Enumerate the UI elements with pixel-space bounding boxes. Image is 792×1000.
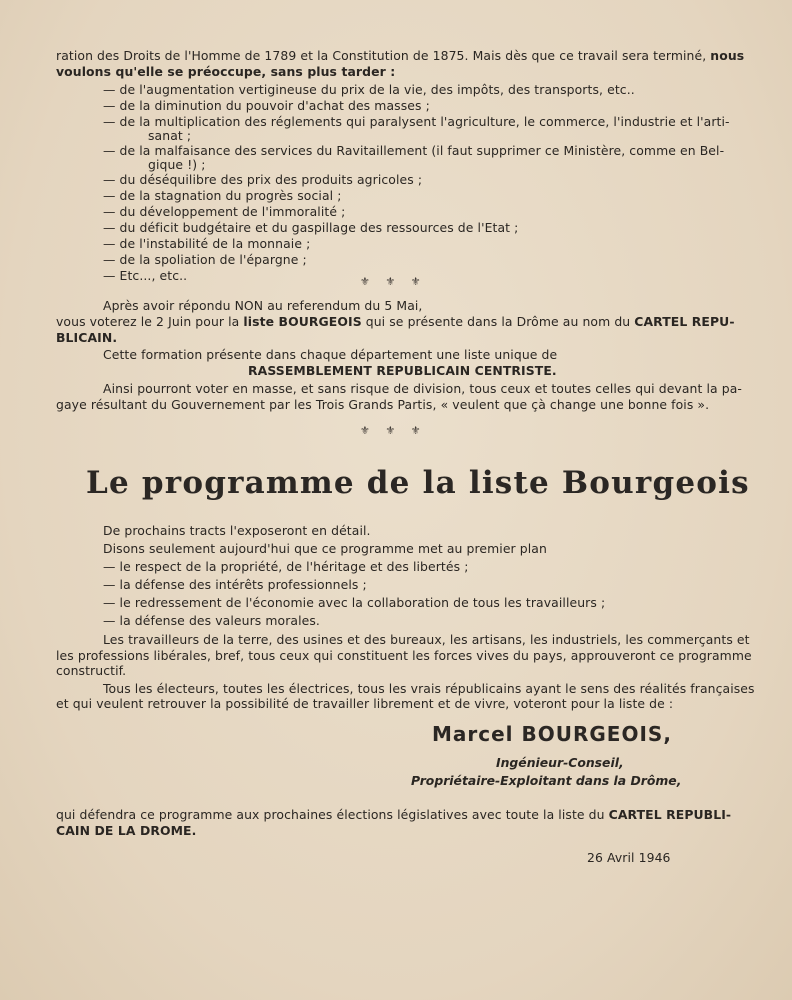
list-item: — de l'augmentation vertigineuse du prix de la vie, des impôts, des transports, etc.. bbox=[103, 82, 635, 97]
list-item: — de la spoliation de l'épargne ; bbox=[103, 252, 307, 267]
list-item: — Etc..., etc.. bbox=[103, 268, 188, 283]
vote-line-4: Cette formation présente dans chaque département une liste unique de bbox=[103, 347, 558, 362]
intro-line-1: ration des Droits de l'Homme de 1789 et la Constitution de 1875. Mais dès que ce travail sera terminé, nous bbox=[56, 48, 745, 63]
document-date: 26 Avril 1946 bbox=[587, 850, 671, 865]
program-paragraph-line: constructif. bbox=[56, 663, 127, 678]
closing-line-2: CAIN DE LA DROME. bbox=[56, 823, 197, 838]
program-paragraph-line: Les travailleurs de la terre, des usines et des bureaux, les artisans, les industriels, les commerçants et bbox=[103, 632, 750, 647]
candidate-title-1: Ingénieur-Conseil, bbox=[496, 755, 624, 770]
program-line-1: De prochains tracts l'exposeront en détail. bbox=[103, 523, 371, 538]
list-item: — le redressement de l'économie avec la collaboration de tous les travailleurs ; bbox=[103, 595, 606, 610]
program-paragraph-line: et qui veulent retrouver la possibilité de travailler librement et de vivre, voteront pour la liste de : bbox=[56, 696, 674, 711]
list-item: — du développement de l'immoralité ; bbox=[103, 204, 346, 219]
ornament-separator: ⚜ ⚜ ⚜ bbox=[360, 424, 427, 437]
vote-line-6: Ainsi pourront voter en masse, et sans risque de division, tous ceux et toutes celles qui devant la pa- bbox=[103, 381, 742, 396]
candidate-title-2: Propriétaire-Exploitant dans la Drôme, bbox=[411, 773, 682, 788]
program-paragraph-line: Tous les électeurs, toutes les électrices, tous les vrais républicains ayant le sens des réalités françaises bbox=[103, 681, 755, 696]
vote-line-1: Après avoir répondu NON au referendum du 5 Mai, bbox=[103, 298, 423, 313]
vote-line-7: gaye résultant du Gouvernement par les Trois Grands Partis, « veulent que çà change une bonne fois ». bbox=[56, 397, 710, 412]
list-item: — de l'instabilité de la monnaie ; bbox=[103, 236, 311, 251]
closing-line-1: qui défendra ce programme aux prochaines élections législatives avec toute la liste du CARTEL REPUBLI- bbox=[56, 807, 732, 822]
list-item-continuation: gique !) ; bbox=[148, 157, 206, 172]
list-item: — de la multiplication des réglements qui paralysent l'agriculture, le commerce, l'industrie et l'arti- bbox=[103, 114, 730, 129]
candidate-name: Marcel BOURGEOIS, bbox=[432, 722, 672, 746]
vote-line-3: BLICAIN. bbox=[56, 330, 118, 345]
list-item: — de la stagnation du progrès social ; bbox=[103, 188, 342, 203]
list-item: — la défense des valeurs morales. bbox=[103, 613, 320, 628]
program-paragraph-line: les professions libérales, bref, tous ceux qui constituent les forces vives du pays, approuveront ce programme bbox=[56, 648, 752, 663]
list-item: — de la malfaisance des services du Ravitaillement (il faut supprimer ce Ministère, comme en Bel- bbox=[103, 143, 725, 158]
vote-line-2: vous voterez le 2 Juin pour la liste BOURGEOIS qui se présente dans la Drôme au nom du CARTEL REPU- bbox=[56, 314, 735, 329]
list-item: — de la diminution du pouvoir d'achat des masses ; bbox=[103, 98, 430, 113]
list-item: — le respect de la propriété, de l'héritage et des libertés ; bbox=[103, 559, 469, 574]
list-item-continuation: sanat ; bbox=[148, 128, 192, 143]
section-heading: Le programme de la liste Bourgeois bbox=[86, 465, 750, 501]
list-item: — du déficit budgétaire et du gaspillage des ressources de l'Etat ; bbox=[103, 220, 519, 235]
list-item: — du déséquilibre des prix des produits agricoles ; bbox=[103, 172, 423, 187]
vote-line-5: RASSEMBLEMENT REPUBLICAIN CENTRISTE. bbox=[248, 363, 557, 378]
ornament-separator: ⚜ ⚜ ⚜ bbox=[360, 275, 427, 288]
program-line-2: Disons seulement aujourd'hui que ce programme met au premier plan bbox=[103, 541, 547, 556]
list-item: — la défense des intérêts professionnels ; bbox=[103, 577, 367, 592]
intro-line-2: voulons qu'elle se préoccupe, sans plus tarder : bbox=[56, 64, 396, 79]
